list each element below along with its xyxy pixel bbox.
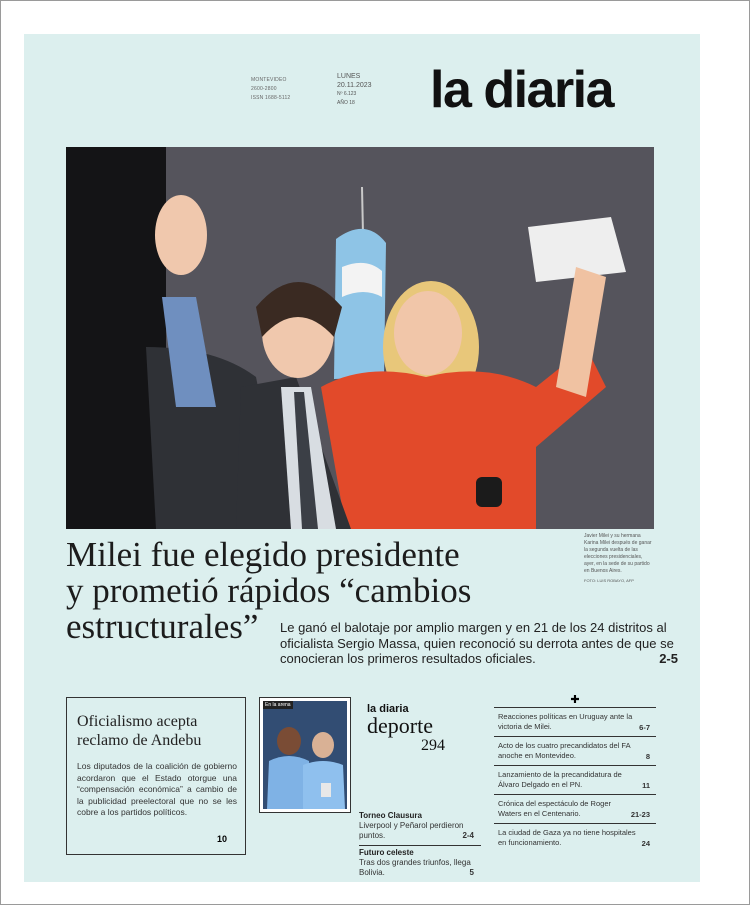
deck-text: Le ganó el balotaje por amplio margen y en 21 de los 24 distritos al oficialista Sergio Massa, quien reconoció su derrota antes de que se conocieran los primeros resultados oficiales. (280, 620, 674, 666)
caption-text: Javier Milei y su hermana Karina Milei después de ganar la segunda vuelta de las elecciones presidenciales, ayer, en la sede de su partido en Buenos Aires. (584, 533, 652, 574)
main-photo (66, 147, 654, 529)
index-row (494, 765, 656, 794)
photo-caption (584, 533, 652, 584)
sports-item (359, 811, 474, 841)
brand-deporte: deporte (367, 713, 433, 738)
date: 20.11.2023 (337, 82, 372, 89)
meta-line: ISSN 1688-5112 (251, 95, 291, 101)
weekday: LUNES (337, 73, 361, 80)
index-page: 8 (645, 751, 650, 761)
index-text: Crónica del espectáculo de Roger Waters en el Centenario. (498, 799, 611, 818)
thumbnail-tag: En la arena (265, 702, 291, 708)
index-page: 6-7 (639, 722, 650, 732)
sports-thumbnail (259, 697, 351, 813)
masthead-logo: la diaria (430, 61, 614, 119)
index-row (494, 707, 656, 736)
sports-item-text: Liverpool y Peñarol perdieron puntos. (359, 821, 464, 840)
headline-line: Milei fue elegido presidente (66, 535, 460, 574)
photo-credit: FOTO: LUIS ROBAYO, AFP (584, 578, 634, 583)
sports-brand (367, 703, 445, 755)
sports-item-page: 5 (469, 868, 474, 877)
issue-number: Nº 6.123 (337, 91, 357, 97)
photo-illustration (66, 147, 654, 529)
headline-line: estructurales” (66, 607, 259, 646)
meta-line: 2600-2800 (251, 86, 277, 92)
index-page: 24 (641, 838, 650, 848)
index-row (494, 736, 656, 765)
index-text: Acto de los cuatro precandidatos del FA anoche en Montevideo. (498, 741, 631, 760)
index-row (494, 794, 656, 823)
index-row (494, 823, 656, 852)
story-body: Los diputados de la coalición de gobierno acordaron que el Estado otorgue una “compensación económica” a cambio de la publicidad preelectoral que no se les cobre a los partidos políticos. (77, 761, 237, 817)
sports-item-page: 2-4 (462, 831, 474, 840)
story-box-andebu (66, 697, 246, 855)
supplement-number: 294 (421, 737, 445, 754)
index-page: 21-23 (630, 809, 650, 819)
index-page: 11 (642, 780, 650, 790)
story-page-ref: 10 (216, 834, 227, 844)
deck-page-ref: 2-5 (659, 651, 678, 666)
story-title: Oficialismo acepta reclamo de Andebu (77, 713, 202, 749)
index-text: La ciudad de Gaza ya no tiene hospitales en funcionamiento. (498, 828, 636, 847)
divider (359, 845, 481, 846)
brand-small: la diaria (367, 703, 409, 715)
index-text: Reacciones políticas en Uruguay ante la victoria de Milei. (498, 712, 633, 731)
publication-meta (251, 76, 290, 103)
plus-icon: ✚ (570, 694, 580, 706)
issue-date (337, 72, 372, 108)
newspaper-front-page (24, 34, 700, 882)
year: AÑO 18 (337, 100, 355, 106)
sports-item (359, 848, 474, 878)
sports-supplement (259, 697, 483, 877)
meta-line: MONTEVIDEO (251, 77, 287, 83)
sports-photo (263, 701, 347, 809)
headline-deck (280, 620, 678, 667)
sports-item-title: Futuro celeste (359, 848, 414, 857)
sports-item-title: Torneo Clausura (359, 811, 422, 820)
sports-item-text: Tras dos grandes triunfos, llega Bolivia. (359, 858, 471, 877)
headline-line: y prometió rápidos “cambios (66, 571, 472, 610)
index-text: Lanzamiento de la precandidatura de Álvaro Delgado en el PN. (498, 770, 622, 789)
index-list (494, 693, 656, 852)
sports-illustration (263, 701, 347, 809)
